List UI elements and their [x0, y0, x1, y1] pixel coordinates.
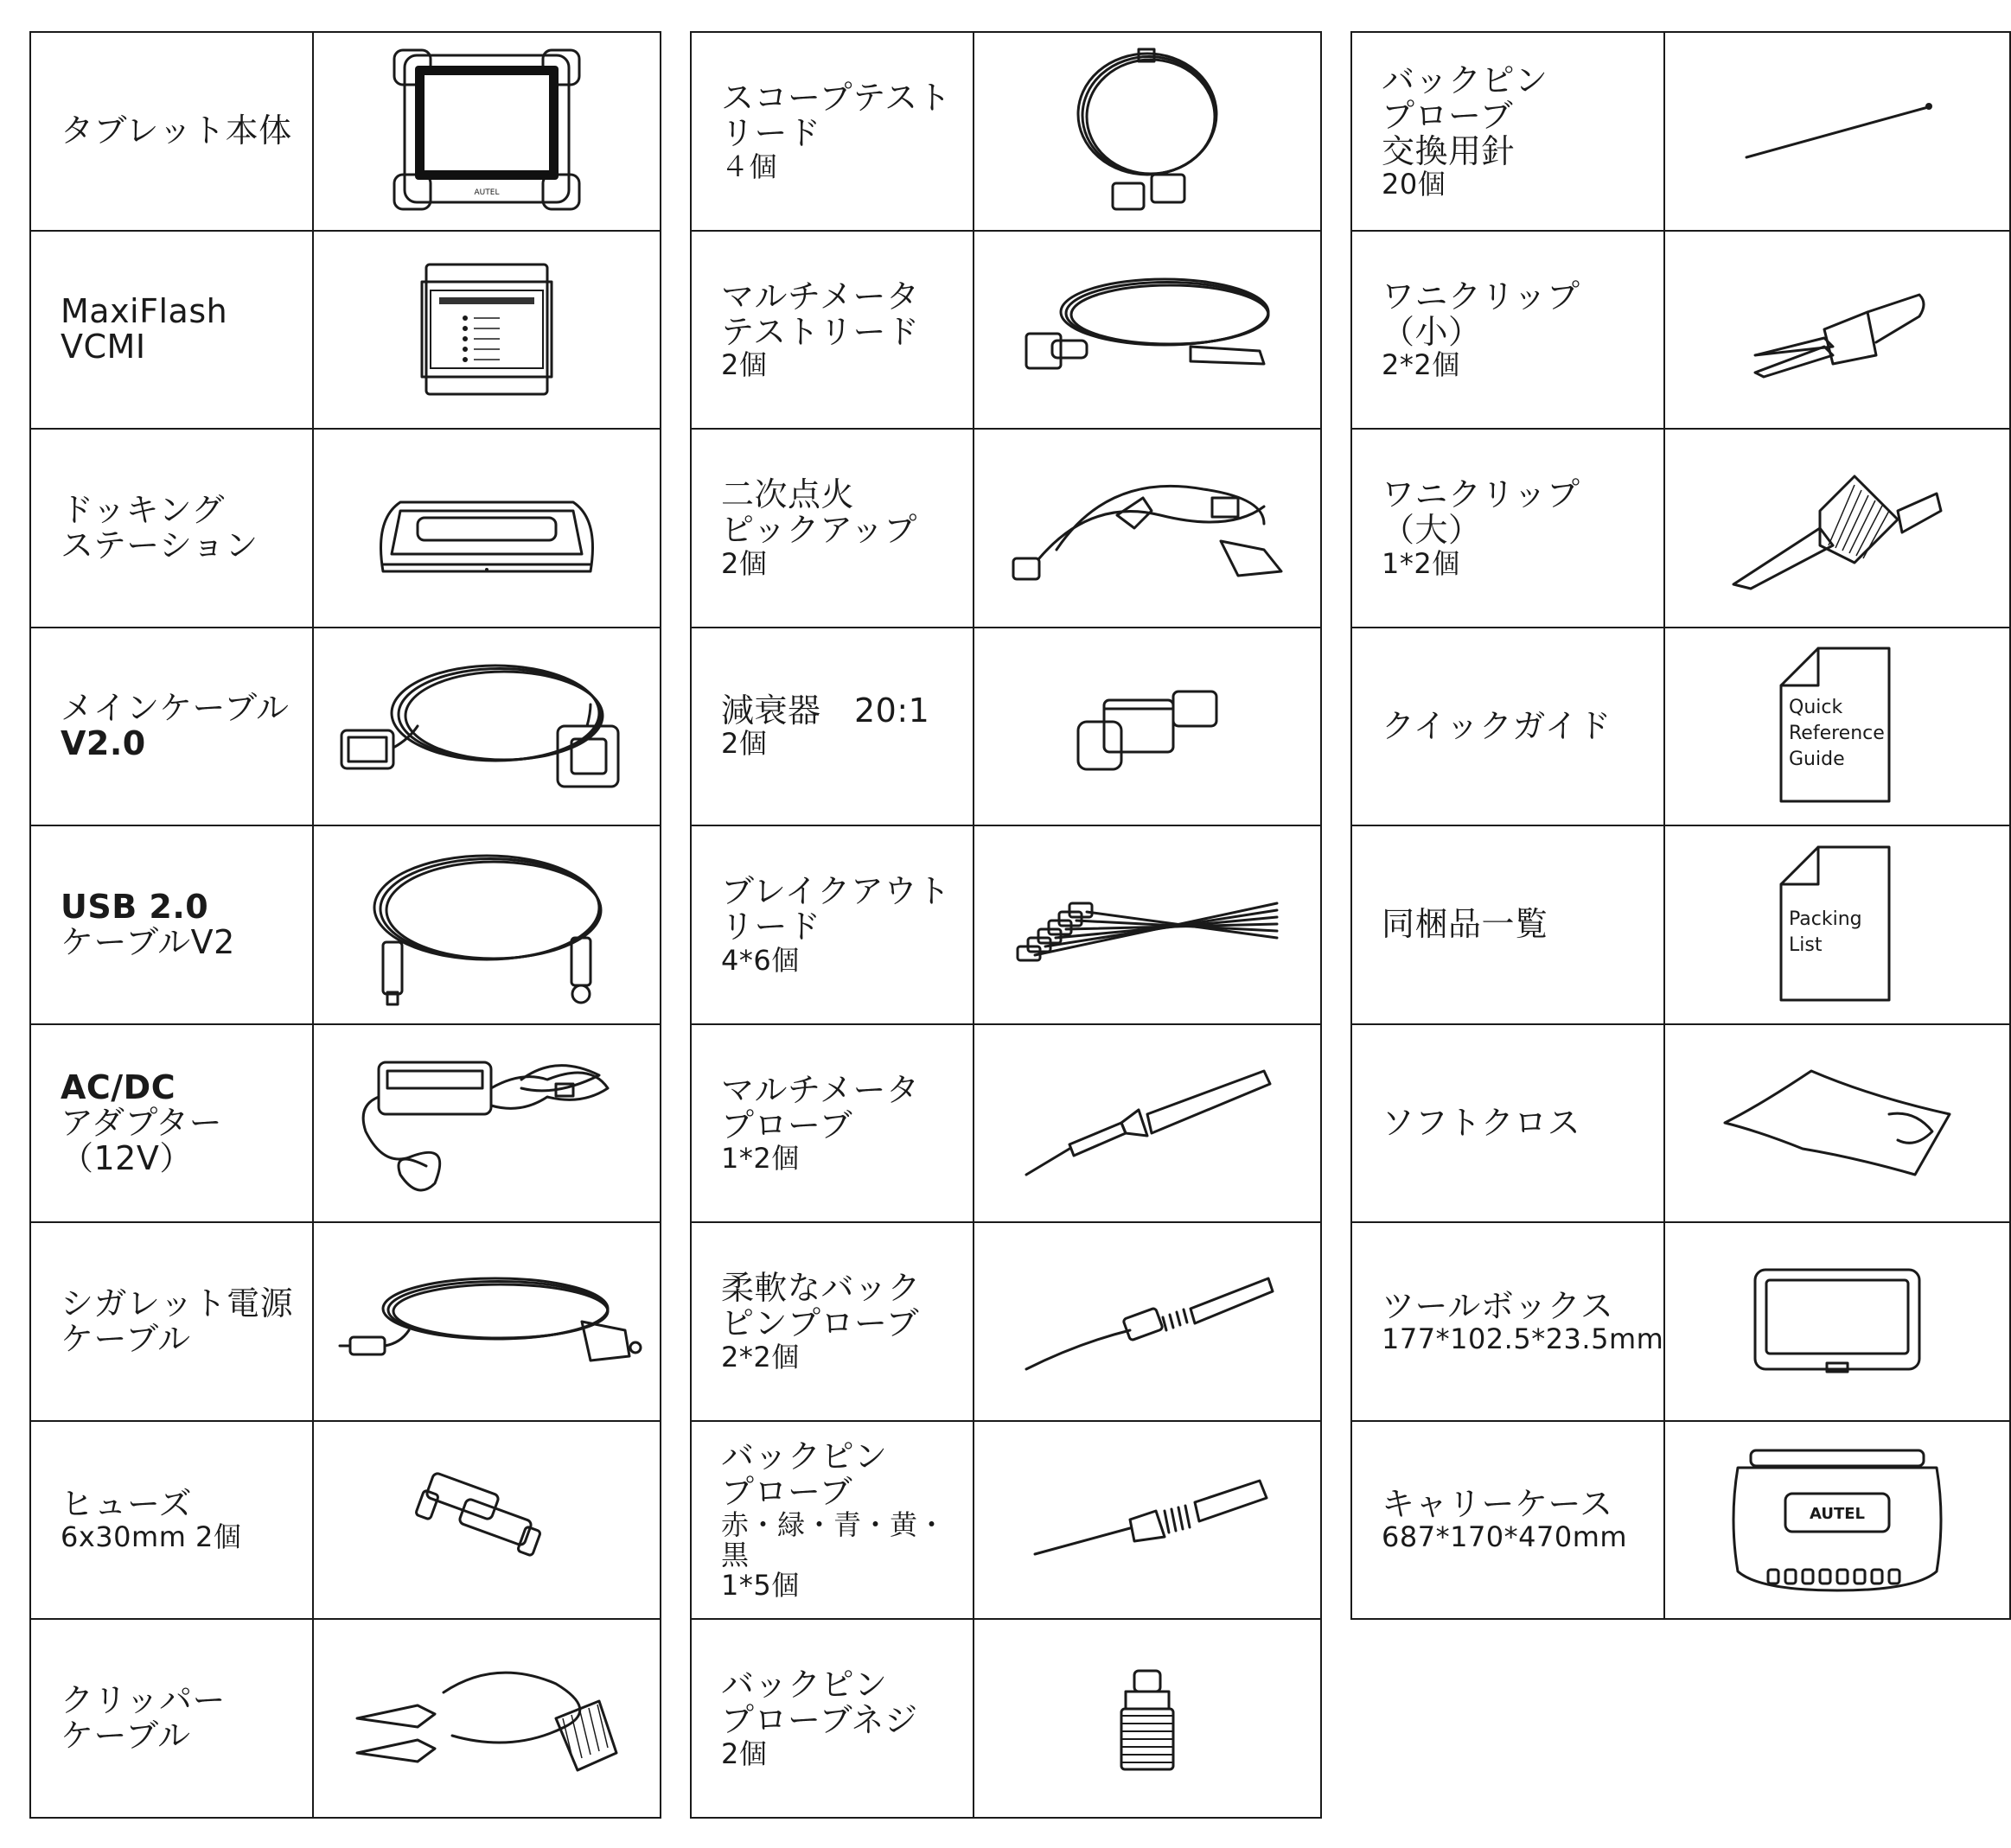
accessory-label-cell	[30, 231, 313, 430]
accessory-label-cell	[691, 32, 974, 231]
accessory-label-cell	[691, 1421, 974, 1620]
accessory-name: （大）	[1382, 511, 1482, 550]
accessory-quantity: 2個	[721, 727, 768, 761]
scope-test-lead-icon	[974, 45, 1320, 218]
usb-cable-icon	[314, 838, 660, 1011]
accessory-name: USB 2.0	[61, 887, 209, 926]
accessory-label-cell	[30, 1024, 313, 1223]
accessory-label-cell	[691, 429, 974, 628]
accessory-name: ワニクリップ	[1382, 277, 1580, 315]
accessory-name: リード	[721, 114, 821, 153]
flexible-backpin-probe-icon	[974, 1261, 1320, 1382]
accessory-label-cell	[30, 628, 313, 826]
accessory-image-cell	[974, 1222, 1321, 1421]
main-cable-icon	[314, 644, 660, 808]
accessory-name: メインケーブル	[61, 689, 290, 728]
accessory-name: アダプター（12V）	[61, 1103, 223, 1177]
accessory-name: ツールボックス	[1382, 1286, 1614, 1325]
accessory-label-cell	[1351, 1222, 1664, 1421]
svg-text:AUTEL: AUTEL	[1810, 1505, 1866, 1524]
accessory-label-cell	[1351, 1024, 1664, 1223]
accessory-image-cell	[1664, 231, 2010, 430]
accessory-name: プローブ	[721, 1106, 853, 1144]
accessory-quantity: 2個	[721, 348, 768, 381]
accessory-image-cell	[974, 1024, 1321, 1223]
small-alligator-clip-icon	[1665, 277, 2009, 381]
accessory-row	[691, 628, 1321, 826]
accessory-label-cell	[30, 32, 313, 231]
accessory-name: キャリーケース	[1382, 1485, 1613, 1524]
accessory-label-cell	[1351, 628, 1664, 826]
accessory-name: AC/DC	[61, 1067, 176, 1106]
accessory-name: ヒューズ	[61, 1485, 193, 1524]
breakout-lead-icon	[974, 869, 1320, 981]
multimeter-probe-icon	[974, 1062, 1320, 1183]
accessory-image-cell	[313, 1024, 661, 1223]
accessory-quantity: 6x30mm 2個	[61, 1520, 242, 1554]
accessory-name: マルチメータ	[721, 277, 920, 315]
ac-dc-adapter-icon	[314, 1036, 660, 1209]
ignition-pickup-icon	[974, 463, 1320, 593]
accessory-image-cell	[974, 1421, 1321, 1620]
accessory-row	[691, 1619, 1321, 1818]
accessory-quantity: 1*5個	[721, 1568, 800, 1602]
accessory-table-left	[29, 31, 661, 1819]
accessory-label-cell	[1351, 825, 1664, 1024]
accessory-quantity: 4*6個	[721, 943, 800, 977]
accessory-label-cell	[1351, 231, 1664, 430]
accessory-image-cell	[313, 231, 661, 430]
accessory-quantity: 1*2個	[721, 1142, 800, 1175]
accessory-row	[691, 231, 1321, 430]
accessory-row	[691, 429, 1321, 628]
accessory-quantity: 177*102.5*23.5mm	[1382, 1322, 1664, 1355]
accessory-name: ソフトクロス	[1382, 1103, 1581, 1142]
accessory-name: ステーション	[61, 526, 259, 564]
accessory-image-cell	[1664, 628, 2010, 826]
accessory-row	[30, 825, 661, 1024]
cigarette-cable-icon	[314, 1261, 660, 1382]
accessory-row	[691, 1421, 1321, 1620]
accessory-image-cell	[974, 231, 1321, 430]
accessory-image-cell	[974, 429, 1321, 628]
accessory-name: ワニクリップ	[1382, 475, 1580, 514]
accessory-quantity: 1*2個	[1382, 546, 1460, 580]
soft-cloth-icon	[1665, 1062, 2009, 1183]
accessory-name: 減衰器 20:1	[721, 691, 930, 730]
accessory-row	[30, 1619, 661, 1818]
accessory-name: ブレイクアウト	[721, 872, 951, 911]
accessory-image-cell	[974, 628, 1321, 826]
accessory-name: V2.0	[61, 724, 146, 763]
accessory-row	[1351, 32, 2010, 231]
accessory-label-cell	[30, 1619, 313, 1818]
accessory-image-cell	[1664, 825, 2010, 1024]
accessory-name: 同梱品一覧	[1382, 905, 1548, 944]
replacement-needle-icon	[1665, 97, 2009, 166]
accessory-row	[691, 1024, 1321, 1223]
multimeter-test-lead-icon	[974, 264, 1320, 394]
accessory-image-cell	[313, 1619, 661, 1818]
accessory-table-middle	[690, 31, 1322, 1819]
accessory-image-cell	[313, 628, 661, 826]
accessory-row	[1351, 825, 2010, 1024]
backpin-probe-icon	[974, 1459, 1320, 1580]
clipper-cable-icon	[314, 1641, 660, 1796]
accessory-name: 柔軟なバック	[721, 1269, 922, 1308]
accessory-name: ピンプローブ	[721, 1304, 920, 1343]
accessory-name: 二次点火	[721, 475, 855, 514]
accessory-name: プローブネジ	[721, 1701, 918, 1740]
accessory-name: バックピン	[1382, 61, 1548, 99]
svg-text:AUTEL: AUTEL	[474, 188, 500, 197]
accessory-row	[30, 429, 661, 628]
fuse-icon	[314, 1468, 660, 1571]
accessory-image-cell	[1664, 1222, 2010, 1421]
accessory-row	[1351, 1222, 2010, 1421]
svg-text:Reference: Reference	[1789, 723, 1885, 745]
accessory-row	[30, 1024, 661, 1223]
accessory-row	[1351, 1421, 2010, 1620]
accessory-image-cell	[313, 429, 661, 628]
accessory-image-cell	[313, 32, 661, 231]
toolbox-icon	[1665, 1261, 2009, 1382]
accessory-name: クリッパー	[61, 1680, 226, 1719]
accessory-name: プローブ	[1382, 96, 1514, 135]
accessory-quantity: 2個	[721, 546, 768, 580]
accessory-quantity: 20個	[1382, 168, 1446, 201]
accessory-name: ドッキング	[61, 490, 225, 529]
accessory-label-cell	[1351, 1421, 1664, 1620]
accessory-name: ケーブルV2	[61, 922, 235, 961]
accessory-label-cell	[30, 429, 313, 628]
accessory-image-cell	[1664, 1024, 2010, 1223]
accessory-image-cell	[313, 1222, 661, 1421]
accessory-name: テストリード	[721, 312, 920, 351]
accessory-row	[1351, 628, 2010, 826]
svg-text:Guide: Guide	[1789, 749, 1845, 771]
accessory-name: バックピン	[721, 1666, 888, 1705]
accessory-row	[691, 32, 1321, 231]
accessory-image-cell	[313, 825, 661, 1024]
accessory-name: リード	[721, 908, 821, 946]
accessory-name: プローブ	[721, 1473, 853, 1512]
accessory-table-right	[1350, 31, 2011, 1620]
attenuator-icon	[974, 674, 1320, 778]
docking-station-icon	[314, 468, 660, 589]
accessory-image-cell	[1664, 1421, 2010, 1620]
accessory-row	[691, 825, 1321, 1024]
accessory-name: クイックガイド	[1382, 706, 1612, 745]
accessory-row	[30, 1222, 661, 1421]
accessory-image-cell	[313, 1421, 661, 1620]
packing-list-icon	[1665, 843, 2009, 1007]
accessory-name: ピックアップ	[721, 511, 917, 550]
accessory-quantity: ４個	[721, 150, 778, 183]
backpin-probe-screw-icon	[974, 1662, 1320, 1775]
accessory-label-cell	[691, 231, 974, 430]
tablet-icon	[314, 45, 660, 218]
accessory-quantity: 687*170*470mm	[1382, 1520, 1628, 1554]
accessory-label-cell	[30, 1421, 313, 1620]
quick-guide-icon	[1665, 644, 2009, 808]
large-alligator-clip-icon	[1665, 459, 2009, 597]
accessory-label-cell	[1351, 32, 1664, 231]
accessory-row	[30, 628, 661, 826]
accessory-name: ケーブル	[61, 1716, 191, 1755]
accessory-quantity: 赤・緑・青・黄・黒	[721, 1508, 947, 1571]
accessory-label-cell	[691, 628, 974, 826]
accessory-quantity: 2個	[721, 1736, 768, 1770]
accessory-name: バックピン	[721, 1437, 888, 1476]
accessory-name: （小）	[1382, 312, 1482, 351]
accessory-name: MaxiFlash VCMI	[61, 292, 228, 366]
accessory-label-cell	[30, 825, 313, 1024]
accessory-row	[1351, 1024, 2010, 1223]
accessory-name: ケーブル	[61, 1319, 191, 1358]
accessory-image-cell	[974, 825, 1321, 1024]
accessory-row	[30, 32, 661, 231]
accessory-label-cell	[691, 825, 974, 1024]
accessory-row	[1351, 231, 2010, 430]
accessory-name: スコープテスト	[721, 79, 952, 118]
accessory-row	[30, 231, 661, 430]
accessory-image-cell	[1664, 32, 2010, 231]
accessory-quantity: 2*2個	[721, 1340, 800, 1373]
svg-text:Quick: Quick	[1789, 697, 1843, 719]
accessory-label-cell	[1351, 429, 1664, 628]
accessory-label-cell	[691, 1024, 974, 1223]
accessory-name: タブレット本体	[61, 112, 292, 150]
accessory-name: シガレット電源	[61, 1284, 294, 1322]
vcmi-icon	[314, 256, 660, 403]
accessory-label-cell	[691, 1619, 974, 1818]
carry-case-icon	[1665, 1442, 2009, 1597]
svg-text:List: List	[1789, 934, 1823, 956]
accessory-image-cell	[974, 32, 1321, 231]
accessory-name: 交換用針	[1382, 131, 1516, 170]
accessory-image-cell	[1664, 429, 2010, 628]
svg-text:Packing: Packing	[1789, 908, 1862, 930]
accessory-label-cell	[691, 1222, 974, 1421]
accessory-row	[691, 1222, 1321, 1421]
accessory-quantity: 2*2個	[1382, 348, 1460, 381]
accessory-name: マルチメータ	[721, 1070, 920, 1109]
accessory-label-cell	[30, 1222, 313, 1421]
accessory-image-cell	[974, 1619, 1321, 1818]
accessory-row	[1351, 429, 2010, 628]
accessory-row	[30, 1421, 661, 1620]
